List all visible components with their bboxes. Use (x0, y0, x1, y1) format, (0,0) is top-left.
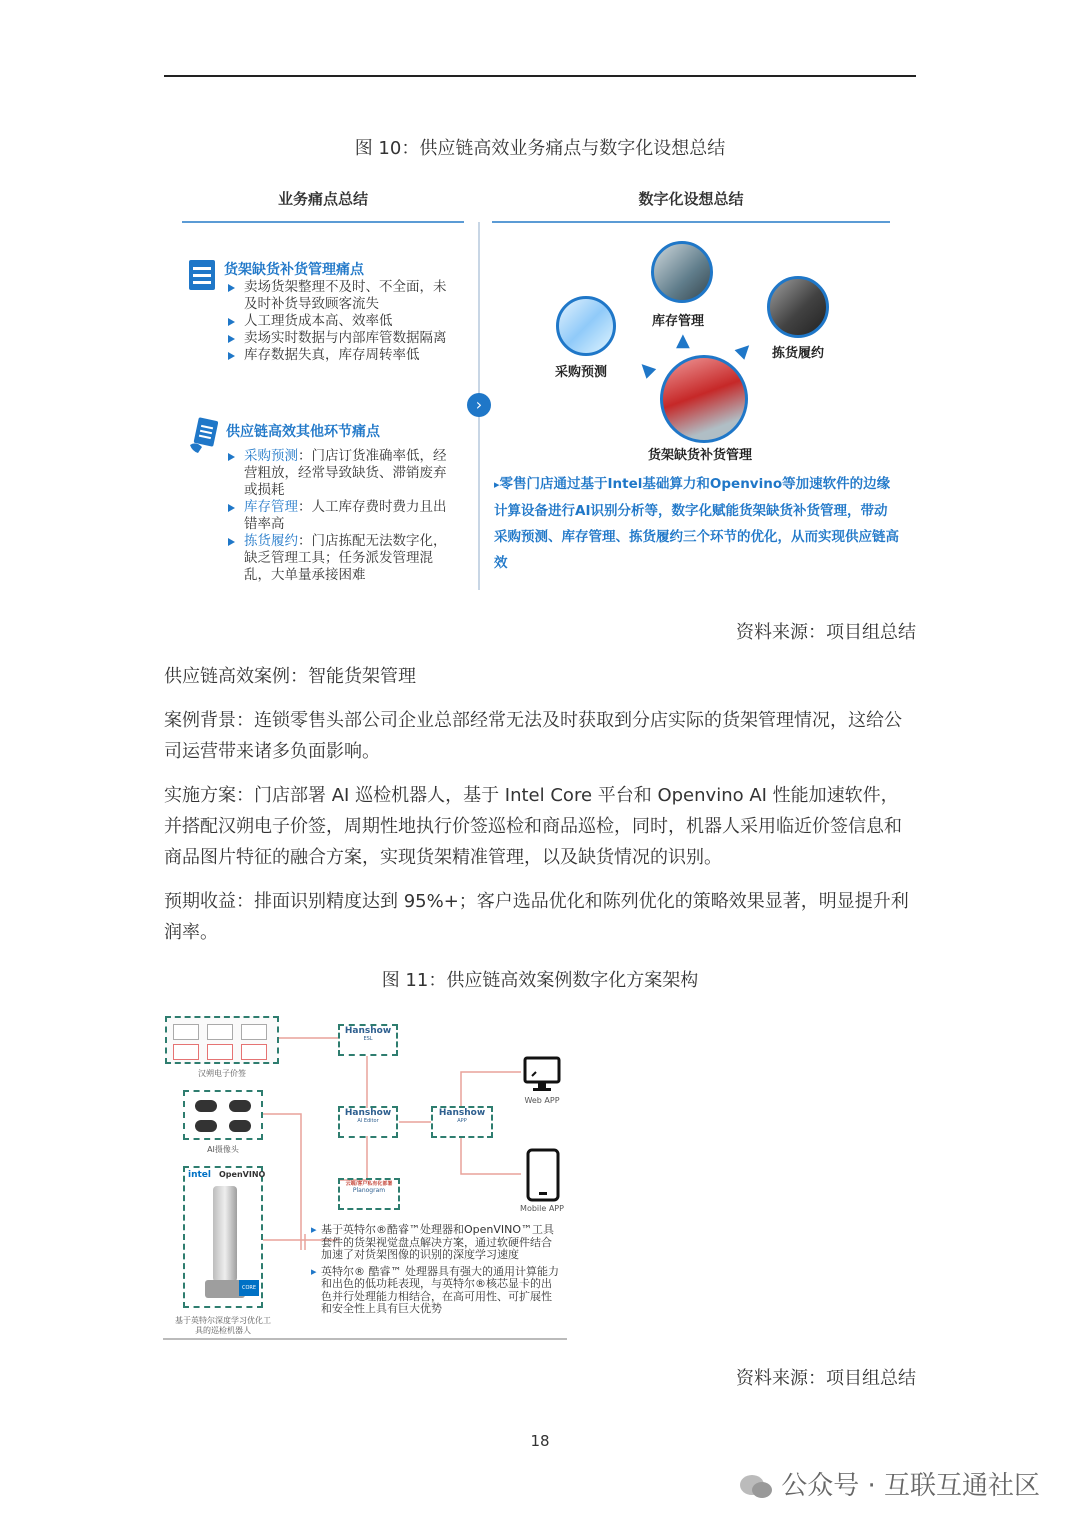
esl-label: 汉朔电子价签 (198, 1069, 246, 1078)
figure10-left-panel (182, 176, 464, 226)
figure10-summary (494, 471, 900, 576)
hanshow-esl-sub: ESL (363, 1036, 373, 1042)
section1-title: 货架缺货补货管理痛点 (224, 262, 364, 278)
summary-text: 零售门店通过基于Intel基础算力和Openvino等加速软件的边缘计算设备进行AI识别分析等，数字化赋能货架缺货补货管理，带动采购预测、库存管理、拣货履约三个环节的优化，从而实现供应链高效 (494, 476, 899, 571)
inventory-photo (651, 241, 713, 303)
camera-icon (195, 1100, 217, 1112)
bullet-item: 卖场实时数据与内部库管数据隔离 (226, 330, 451, 347)
hanshow-ai-sub: AI Editor (357, 1118, 379, 1124)
planogram-line2: Planogram (352, 1187, 386, 1194)
esl-tag (207, 1024, 233, 1040)
keyword: 采购预测 (244, 448, 298, 464)
purchase-label: 采购预测 (555, 365, 608, 380)
camera-box (183, 1090, 263, 1140)
figure11-notes (311, 1224, 561, 1316)
figure10-source: 资料来源：项目组总结 (736, 622, 916, 643)
chevron-right-icon: › (467, 393, 491, 417)
esl-tag (241, 1044, 267, 1060)
monitor-icon (523, 1056, 561, 1094)
shelf-label: 货架缺货补货管理 (648, 448, 753, 463)
esl-tag (173, 1024, 199, 1040)
bullet-triangle-icon: ▸ (311, 1264, 317, 1278)
figure11-bottom-rule (163, 1338, 567, 1340)
figure10-title: 图 10：供应链高效业务痛点与数字化设想总结 (354, 138, 726, 159)
hanshow-logo: Hanshow (344, 1108, 392, 1118)
note-text: 基于英特尔®酷睿™处理器和OpenVINO™工具套件的货架视觉盘点解决方案，通过软硬件结合加速了对货架图像的识别的深度学习速度 (321, 1223, 555, 1261)
planogram-box (338, 1178, 400, 1210)
figure11-source: 资料来源：项目组总结 (736, 1368, 916, 1389)
bullet-text: ：门店拣配无法数字化，缺乏管理工具；任务派发管理混乱，大单量承接困难 (244, 533, 447, 583)
left-header: 业务痛点总结 (277, 190, 368, 208)
purchase-photo (556, 296, 616, 356)
note-item (311, 1266, 561, 1316)
picking-label: 拣货履约 (772, 346, 825, 361)
core-badge: CORE (239, 1280, 259, 1296)
case-heading: 供应链高效案例：智能货架管理 (164, 666, 416, 687)
hanshow-logo: Hanshow (344, 1026, 392, 1036)
hanshow-esl-box (338, 1024, 398, 1056)
intel-logo: intel (188, 1170, 211, 1180)
bullet-triangle-icon: ▸ (494, 478, 500, 491)
mobile-app-label: Mobile APP (520, 1204, 564, 1213)
bullet-text: ：门店订货准确率低，经营粗放，经常导致缺货、滞销废弃或损耗 (244, 448, 447, 498)
bullet-triangle-icon: ▸ (311, 1223, 317, 1236)
right-header: 数字化设想总结 (638, 190, 744, 208)
right-header-rule (492, 221, 890, 223)
hanshow-ai-box (338, 1106, 398, 1138)
list-icon (188, 259, 216, 291)
esl-tag (207, 1044, 233, 1060)
camera-label: AI摄像头 (207, 1145, 239, 1154)
figure10-right-panel (492, 176, 890, 226)
section2-title: 供应链高效其他环节痛点 (226, 424, 380, 440)
web-app-label: Web APP (524, 1096, 560, 1105)
note-text: 英特尔® 酷睿™ 处理器具有强大的通用计算能力和出色的低功耗表现，与英特尔®核芯显卡的出色并行处理能力相结合，在高可用性、可扩展性和安全性上具有巨大优势 (321, 1264, 559, 1315)
figure11-diagram (163, 1010, 567, 1342)
robot-label: 基于英特尔深度学习优化工具的巡检机器人 (175, 1316, 271, 1335)
keyword: 拣货履约 (244, 533, 298, 549)
arrow-up-right-icon: ▲ (732, 337, 758, 362)
left-header-rule (182, 221, 464, 223)
shelf-photo (660, 355, 748, 443)
watermark (739, 1465, 1040, 1502)
keyword: 库存管理 (244, 499, 298, 515)
camera-icon (229, 1120, 251, 1132)
bullet-item (226, 533, 454, 584)
openvino-logo: OpenVINO (219, 1170, 266, 1179)
hanshow-app-sub: APP (457, 1118, 467, 1124)
inventory-label: 库存管理 (652, 314, 705, 329)
section2-bullets (226, 448, 454, 584)
esl-tag (173, 1044, 199, 1060)
watermark-text: 公众号 · 互联互通社区 (781, 1471, 1040, 1501)
bullet-item: 卖场货架整理不及时、不全面，未及时补货导致顾客流失 (226, 279, 451, 313)
planogram-line1: 云端/客户私有化部署 (345, 1181, 393, 1187)
esl-tags-box (165, 1016, 279, 1064)
document-hand-icon (188, 417, 218, 455)
wechat-icon (739, 1474, 773, 1500)
camera-icon (229, 1100, 251, 1112)
header-rule (164, 75, 916, 77)
bullet-text: ：人工库存费时费力且出错率高 (244, 499, 447, 532)
case-benefit: 预期收益：排面识别精度达到 95%+；客户选品优化和陈列优化的策略效果显著，明显提升利润率。 (164, 891, 909, 943)
robot-box (183, 1166, 266, 1308)
smartphone-icon (525, 1148, 561, 1202)
robot-body (213, 1186, 237, 1282)
page-number: 18 (530, 1432, 550, 1450)
hanshow-logo: Hanshow (438, 1108, 486, 1118)
camera-icon (195, 1120, 217, 1132)
bullet-item: 库存数据失真，库存周转率低 (226, 347, 451, 364)
arrow-up-left-icon: ▲ (633, 356, 659, 381)
case-background: 案例背景：连锁零售头部公司企业总部经常无法及时获取到分店实际的货架管理情况，这给公司运营带来诸多负面影响。 (164, 710, 902, 762)
hanshow-app-box (431, 1106, 493, 1138)
arrow-up-icon: ▲ (676, 330, 690, 351)
case-plan: 实施方案：门店部署 AI 巡检机器人，基于 Intel Core 平台和 Openvino AI 性能加速软件，并搭配汉朔电子价签，周期性地执行价签巡检和商品巡检，同时，机器人采用临近价签信息和商品图片特征的融合方案，实现货架精准管理，以及缺货情况的识别。 (164, 785, 902, 868)
section1-bullets (226, 279, 451, 364)
picking-photo (767, 276, 829, 338)
esl-tag (241, 1024, 267, 1040)
bullet-item: 人工理货成本高、效率低 (226, 313, 451, 330)
figure11-title: 图 11：供应链高效案例数字化方案架构 (381, 970, 699, 991)
bullet-item (226, 448, 454, 499)
bullet-item (226, 499, 454, 533)
note-item (311, 1224, 561, 1262)
